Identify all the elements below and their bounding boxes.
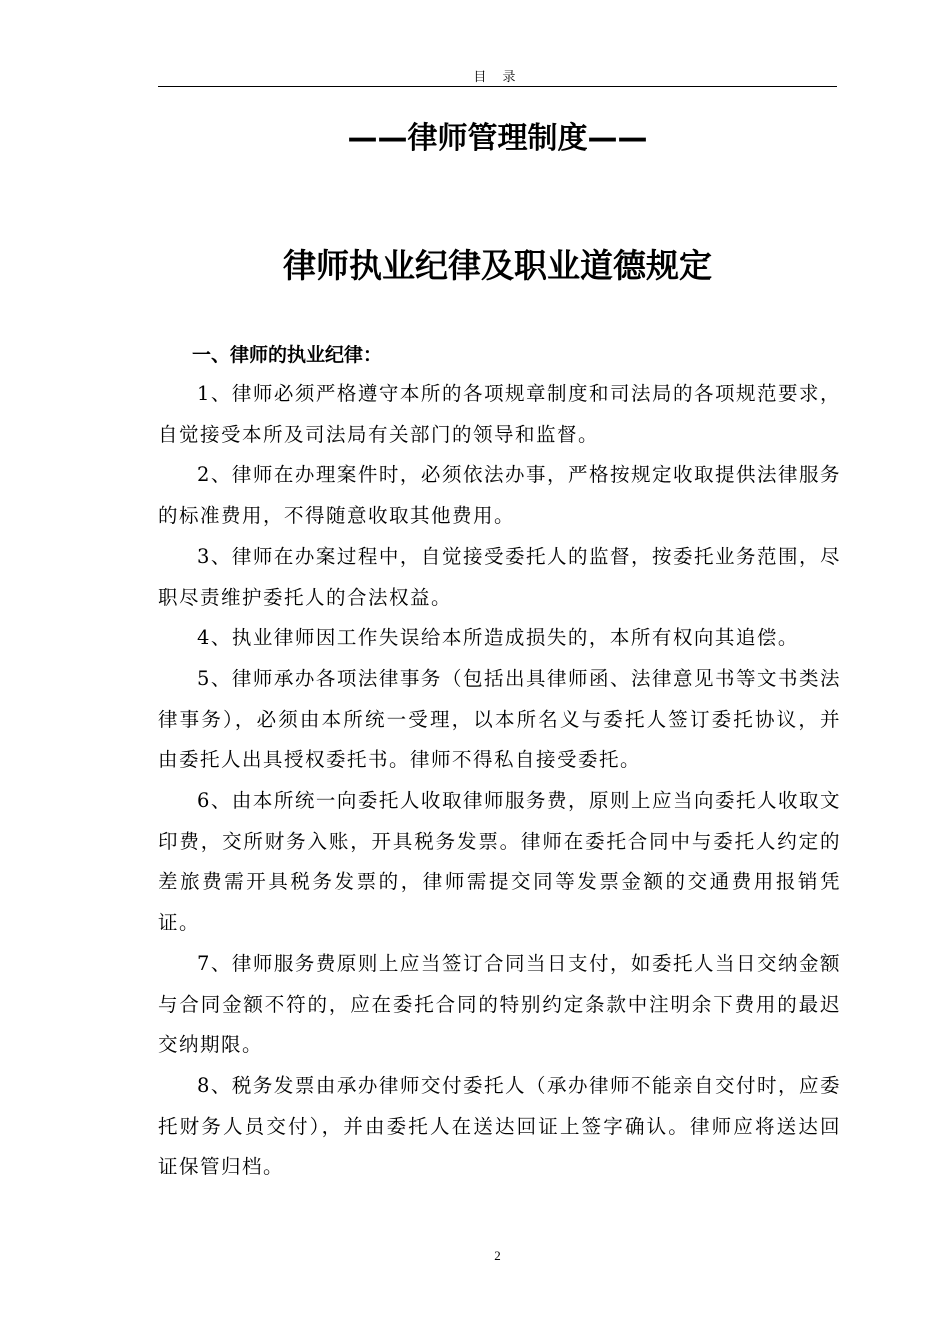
paragraph-5: 5、律师承办各项法律事务（包括出具律师函、法律意见书等文书类法律事务），必须由本所统一受理，以本所名义与委托人签订委托协议，并由委托人出具授权委托书。律师不得私自接受委托。 [158,666,841,772]
body-text [158,374,841,1188]
header-divider [158,86,837,87]
paragraph-4: 4、执业律师因工作失误给本所造成损失的，本所有权向其追偿。 [197,626,799,650]
paragraph-3: 3、律师在办案过程中，自觉接受委托人的监督，按委托业务范围，尽职尽责维护委托人的合法权益。 [158,544,841,609]
paragraph-7: 7、律师服务费原则上应当签订合同当日支付，如委托人当日交纳金额与合同金额不符的，应在委托合同的特别约定条款中注明余下费用的最迟交纳期限。 [158,951,841,1057]
paragraph-8: 8、税务发票由承办律师交付委托人（承办律师不能亲自交付时，应委托财务人员交付），并由委托人在送达回证上签字确认。律师应将送达回证保管归档。 [158,1073,841,1179]
paragraph-6: 6、由本所统一向委托人收取律师服务费，原则上应当向委托人收取文印费，交所财务入账，开具税务发票。律师在委托合同中与委托人约定的差旅费需开具税务发票的，律师需提交同等发票金额的交通费用报销凭证。 [158,789,841,935]
section-heading: 一、律师的执业纪律： [192,344,383,366]
running-header: 目 录 [473,70,522,85]
document-subtitle: 律师执业纪律及职业道德规定 [283,246,712,285]
document-title: ——律师管理制度—— [347,121,648,156]
paragraph-2: 2、律师在办理案件时，必须依法办事，严格按规定收取提供法律服务的标准费用，不得随意收取其他费用。 [158,463,841,528]
page-number: 2 [494,1248,501,1263]
paragraph-1: 1、律师必须严格遵守本所的各项规章制度和司法局的各项规范要求，自觉接受本所及司法局有关部门的领导和监督。 [158,382,841,446]
